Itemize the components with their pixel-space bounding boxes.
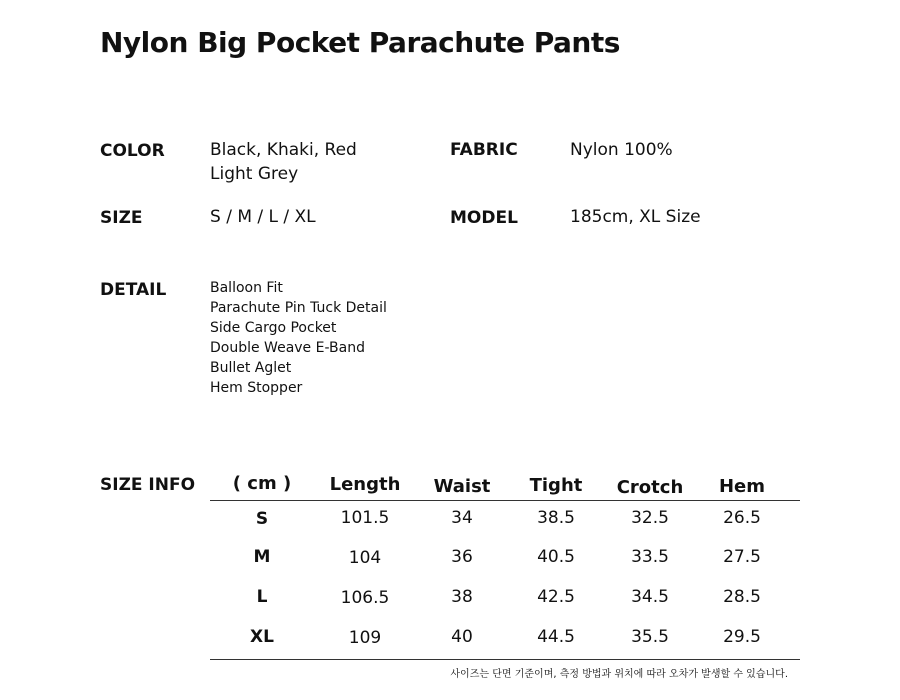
table-cell: 32.5 bbox=[631, 508, 669, 528]
header-length: Length bbox=[329, 474, 401, 495]
table-cell: 29.5 bbox=[723, 627, 761, 647]
detail-item: Bullet Aglet bbox=[210, 360, 292, 376]
table-cell: 109 bbox=[348, 628, 382, 648]
detail-item: Balloon Fit bbox=[210, 280, 283, 296]
detail-item: Parachute Pin Tuck Detail bbox=[210, 300, 387, 316]
table-cell: 106.5 bbox=[340, 588, 390, 608]
measurement-note: 사이즈는 단면 기준이며, 측정 방법과 위치에 따라 오차가 발생할 수 있습니다. bbox=[450, 669, 788, 680]
table-cell: 35.5 bbox=[631, 627, 669, 647]
table-cell: 34 bbox=[451, 508, 473, 528]
model-label: MODEL bbox=[450, 208, 518, 228]
color-value-line1: Black, Khaki, Red bbox=[210, 140, 357, 160]
fabric-value: Nylon 100% bbox=[570, 140, 673, 160]
table-cell: 38 bbox=[451, 587, 473, 607]
row-size-label: S bbox=[255, 509, 269, 529]
detail-item: Side Cargo Pocket bbox=[210, 320, 337, 336]
size-info-label: SIZE INFO bbox=[100, 475, 196, 495]
product-title: Nylon Big Pocket Parachute Pants bbox=[100, 26, 620, 59]
table-cell: 28.5 bbox=[723, 587, 761, 607]
header-tight: Tight bbox=[529, 475, 583, 496]
row-size-label: L bbox=[256, 587, 268, 607]
model-value: 185cm, XL Size bbox=[570, 207, 701, 227]
table-cell: 33.5 bbox=[631, 547, 669, 567]
table-cell: 42.5 bbox=[537, 587, 575, 607]
detail-list bbox=[210, 278, 387, 398]
table-top-rule bbox=[210, 500, 800, 501]
header-unit: ( cm ) bbox=[232, 473, 292, 494]
table-cell: 34.5 bbox=[631, 587, 669, 607]
fabric-label: FABRIC bbox=[450, 140, 518, 160]
table-cell: 101.5 bbox=[340, 508, 390, 528]
table-cell: 26.5 bbox=[723, 508, 761, 528]
header-hem: Hem bbox=[718, 476, 766, 497]
table-bottom-rule bbox=[210, 659, 800, 660]
detail-item: Hem Stopper bbox=[210, 380, 303, 396]
detail-item: Double Weave E-Band bbox=[210, 340, 365, 356]
size-value: S / M / L / XL bbox=[210, 207, 316, 227]
table-cell: 40.5 bbox=[537, 547, 575, 567]
color-value-line2: Light Grey bbox=[210, 164, 299, 184]
table-cell: 27.5 bbox=[723, 547, 761, 567]
size-label: SIZE bbox=[100, 208, 143, 228]
table-cell: 104 bbox=[348, 548, 382, 568]
table-cell: 36 bbox=[451, 547, 473, 567]
table-cell: 40 bbox=[451, 627, 473, 647]
table-cell: 44.5 bbox=[537, 627, 575, 647]
header-waist: Waist bbox=[433, 476, 491, 497]
color-label: COLOR bbox=[100, 141, 165, 161]
row-size-label: XL bbox=[250, 627, 274, 647]
detail-label: DETAIL bbox=[100, 280, 167, 300]
row-size-label: M bbox=[253, 547, 271, 567]
header-crotch: Crotch bbox=[616, 477, 684, 498]
table-cell: 38.5 bbox=[537, 508, 575, 528]
